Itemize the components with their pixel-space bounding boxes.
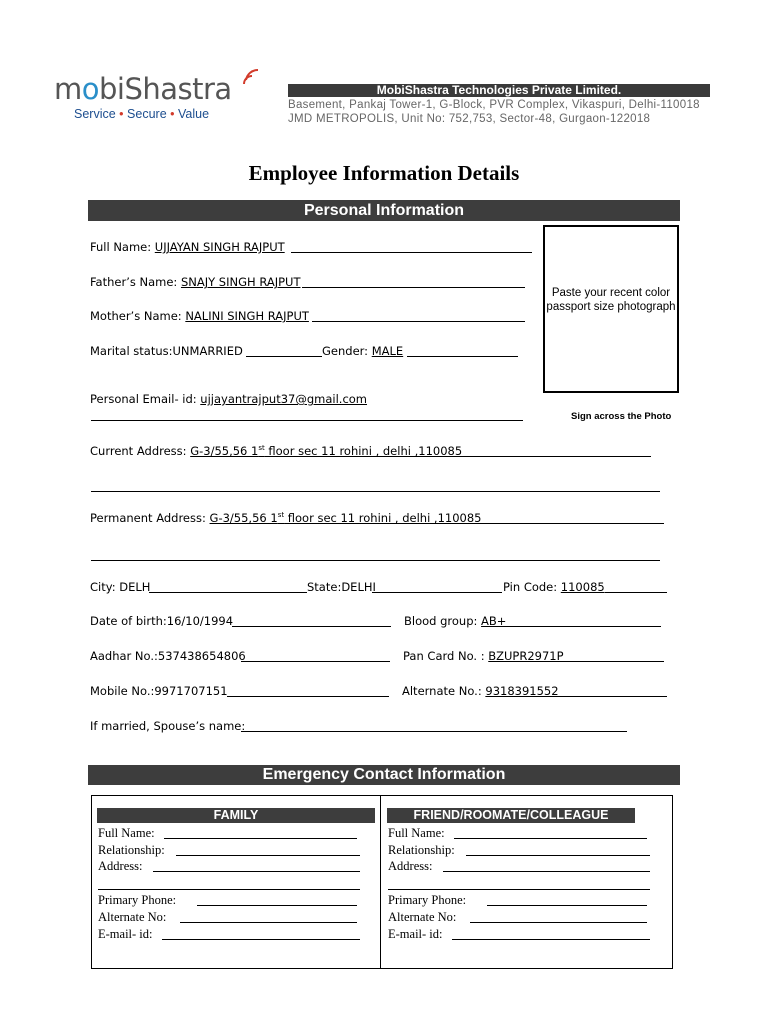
pin-code-row: Pin Code: 110085 [503,580,605,594]
mother-name-row: Mother’s Name: NALINI SINGH RAJPUT [90,309,309,323]
family-full-name-label: Full Name: [98,826,155,840]
email-value[interactable]: ujjayantrajput37@gmail.com [200,392,368,406]
gender-row: Gender: MALE [322,344,404,358]
family-relationship-label: Relationship: [98,843,165,857]
city-row: City: DELH [90,580,151,594]
spouse-row: If married, Spouse’s name: [90,719,246,733]
friend-full-name-label: Full Name: [388,826,445,840]
family-header: FAMILY [97,808,375,823]
city-value[interactable]: DELH [119,580,151,594]
state-row: State:DELHI [307,580,376,594]
family-email-label: E-mail- id: [98,927,153,941]
gender-value[interactable]: MALE [371,344,404,358]
alternate-row: Alternate No.: 9318391552 [402,684,559,698]
personal-info-header: Personal Information [88,200,680,221]
pan-value[interactable]: BZUPR2971P [488,649,564,663]
signal-wave-icon [240,66,270,90]
logo-tagline: Service • Secure • Value [74,107,210,121]
photo-instructions: Paste your recent color passport size photograph [546,287,676,313]
dob-value[interactable]: 16/10/1994 [166,614,234,628]
marital-status-row: Marital status:UNMARRIED [90,344,243,358]
sign-instruction: Sign across the Photo [571,411,672,422]
page-title: Employee Information Details [248,161,520,185]
friend-relationship-label: Relationship: [388,843,455,857]
friend-header: FRIEND/ROOMATE/COLLEAGUE [387,808,635,823]
pin-code-value[interactable]: 110085 [560,580,605,594]
current-address-value[interactable]: G-3/55,56 1st floor sec 11 rohini , delhi ,110085 [190,444,463,458]
friend-alternate-no-label: Alternate No: [388,910,457,924]
aadhar-value[interactable]: 537438654806 [157,649,246,663]
state-value[interactable]: DELHI [341,580,376,594]
blood-group-row: Blood group: AB+ [404,614,507,628]
father-name-value[interactable]: SNAJY SINGH RAJPUT [180,275,301,289]
permanent-address-value[interactable]: G-3/55,56 1st floor sec 11 rohini , delhi ,110085 [209,511,482,525]
family-address-label: Address: [98,859,143,873]
mobile-row: Mobile No.:9971707151 [90,684,228,698]
pan-row: Pan Card No. : BZUPR2971P [403,649,564,663]
blood-group-value[interactable]: AB+ [481,614,507,628]
full-name-row: Full Name: UJJAYAN SINGH RAJPUT [90,240,285,254]
full-name-value[interactable]: UJJAYAN SINGH RAJPUT [154,240,285,254]
mobile-value[interactable]: 9971707151 [154,684,228,698]
company-name: MobiShastra Technologies Private Limited. [288,84,710,97]
email-row: Personal Email- id: ujjayantrajput37@gmail.com [90,392,368,406]
father-name-row: Father’s Name: SNAJY SINGH RAJPUT [90,275,301,289]
marital-status-value[interactable]: UNMARRIED [172,344,243,358]
aadhar-row: Aadhar No.:537438654806 [90,649,246,663]
friend-email-label: E-mail- id: [388,927,443,941]
current-address-row: Current Address: G-3/55,56 1st floor sec 11 rohini , delhi ,110085 [90,444,463,458]
mother-name-value[interactable]: NALINI SINGH RAJPUT [185,309,309,323]
family-alternate-no-label: Alternate No: [98,910,167,924]
company-logo: mobiShastra [54,72,232,106]
company-address-2: JMD METROPOLIS, Unit No: 752,753, Sector-48, Gurgaon-122018 [288,113,651,125]
emergency-column-divider [380,795,381,968]
friend-address-label: Address: [388,859,433,873]
emergency-info-header: Emergency Contact Information [88,765,680,785]
friend-primary-phone-label: Primary Phone: [388,893,467,907]
family-primary-phone-label: Primary Phone: [98,893,177,907]
permanent-address-row: Permanent Address: G-3/55,56 1st floor sec 11 rohini , delhi ,110085 [90,511,482,525]
alternate-value[interactable]: 9318391552 [485,684,559,698]
dob-row: Date of birth:16/10/1994 [90,614,234,628]
company-address-1: Basement, Pankaj Tower-1, G-Block, PVR Complex, Vikaspuri, Delhi-110018 [288,99,700,111]
